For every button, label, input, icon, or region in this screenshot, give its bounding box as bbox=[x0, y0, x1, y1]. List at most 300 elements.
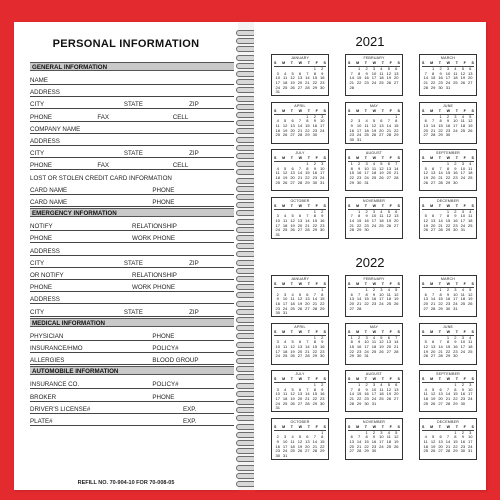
weekday-letter: S bbox=[397, 108, 400, 113]
day-cell: 17 bbox=[275, 222, 280, 228]
day-cell: 4 bbox=[380, 382, 383, 387]
day-cell: 15 bbox=[320, 438, 325, 444]
day-cell: 6 bbox=[469, 66, 472, 71]
weekday-letter: T bbox=[290, 424, 293, 429]
day-cell: 27 bbox=[297, 353, 303, 359]
day-cell: 31 bbox=[275, 231, 280, 237]
day-cell: 20 bbox=[290, 175, 295, 181]
form-row[interactable] bbox=[30, 97, 234, 109]
day-cell: 30 bbox=[312, 179, 318, 185]
day-cell: 14 bbox=[312, 296, 318, 302]
day-cell: 29 bbox=[356, 400, 362, 406]
day-cell: 27 bbox=[297, 227, 303, 233]
day-cell bbox=[393, 228, 400, 233]
field-label: CITY bbox=[30, 308, 45, 316]
day-cell: 18 bbox=[290, 301, 295, 307]
day-cell: 3 bbox=[276, 339, 279, 345]
day-cell bbox=[393, 181, 400, 186]
day-cell: 8 bbox=[454, 434, 457, 440]
form-row[interactable] bbox=[30, 353, 234, 365]
day-cell bbox=[289, 233, 296, 238]
weekday-letter: T bbox=[364, 329, 367, 334]
day-cell: 1 bbox=[306, 161, 309, 166]
day-cell: 25 bbox=[379, 396, 384, 402]
day-cell: 17 bbox=[379, 438, 384, 444]
day-cell bbox=[289, 311, 296, 316]
day-cell: 13 bbox=[297, 75, 303, 81]
day-cell: 19 bbox=[423, 175, 428, 181]
day-cell: 5 bbox=[298, 434, 302, 440]
day-cell: 23 bbox=[356, 348, 362, 354]
form-row[interactable] bbox=[30, 171, 234, 183]
day-cell: 14 bbox=[305, 75, 310, 81]
day-cell: 12 bbox=[394, 434, 399, 440]
month-calendar bbox=[345, 418, 403, 460]
day-cell: 25 bbox=[282, 400, 288, 406]
form-row[interactable] bbox=[30, 329, 234, 341]
day-cell: 14 bbox=[445, 391, 451, 397]
weekday-letter: W bbox=[298, 377, 303, 381]
day-cell bbox=[319, 233, 326, 238]
day-cell: 22 bbox=[438, 301, 443, 307]
day-cell: 11 bbox=[290, 296, 295, 302]
month-name: JUNE bbox=[442, 324, 454, 329]
weekday-letter: S bbox=[348, 156, 351, 160]
day-cell: 10 bbox=[320, 118, 325, 124]
day-cell: 28 bbox=[349, 400, 354, 406]
day-cell: 29 bbox=[445, 227, 451, 233]
day-cell: 3 bbox=[469, 382, 472, 387]
weekday-letter: S bbox=[348, 377, 351, 381]
spiral-ring bbox=[236, 268, 256, 274]
day-cell: 3 bbox=[461, 334, 464, 340]
day-cell: 29 bbox=[305, 132, 310, 138]
day-cell: 1 bbox=[350, 161, 353, 166]
day-cell: 12 bbox=[423, 217, 428, 223]
day-cell: 27 bbox=[379, 132, 384, 138]
day-cell: 27 bbox=[305, 448, 310, 454]
field-label: INSURANCE/HMO bbox=[30, 345, 83, 352]
month-calendar bbox=[271, 418, 329, 460]
day-cell: 21 bbox=[430, 127, 436, 133]
day-cell: 3 bbox=[469, 429, 472, 435]
weekday-letter: S bbox=[397, 203, 400, 208]
day-cell: 18 bbox=[371, 343, 377, 349]
month-name: APRIL bbox=[294, 324, 306, 329]
day-cell: 24 bbox=[356, 132, 362, 138]
weekday-letter: M bbox=[430, 108, 434, 113]
day-cell: 28 bbox=[305, 84, 310, 90]
day-cell: 10 bbox=[460, 165, 466, 171]
day-cell: 12 bbox=[290, 343, 295, 349]
day-cell bbox=[281, 406, 288, 411]
day-cell: 23 bbox=[438, 80, 443, 86]
spiral-ring bbox=[236, 448, 256, 454]
day-cell: 26 bbox=[460, 80, 466, 86]
day-cell: 23 bbox=[320, 222, 325, 228]
spiral-ring bbox=[236, 178, 256, 184]
day-cell: 6 bbox=[291, 118, 294, 124]
refill-number: REFILL NO. 70-904-10 FOR 70-008-05 bbox=[77, 480, 175, 486]
day-cell: 26 bbox=[423, 227, 428, 233]
day-cell: 18 bbox=[282, 348, 288, 354]
month-name: AUGUST bbox=[365, 372, 383, 376]
section-heading: GENERAL INFORMATION bbox=[30, 62, 234, 71]
weekday-letter: F bbox=[389, 377, 392, 381]
spiral-ring bbox=[236, 161, 256, 167]
day-cell: 23 bbox=[445, 127, 451, 133]
day-cell: 1 bbox=[446, 208, 450, 214]
spiral-ring bbox=[236, 96, 256, 102]
day-cell bbox=[385, 307, 392, 312]
day-cell: 25 bbox=[453, 80, 458, 86]
spiral-ring bbox=[236, 145, 256, 151]
month-name: NOVEMBER bbox=[362, 198, 386, 203]
day-cell: 21 bbox=[445, 443, 451, 449]
weekday-letter: M bbox=[356, 424, 360, 429]
day-cell: 24 bbox=[371, 222, 377, 228]
day-cell: 2 bbox=[313, 161, 316, 166]
weekday-letter: S bbox=[422, 108, 425, 113]
day-cell: 21 bbox=[438, 175, 443, 181]
weekday-letter: M bbox=[430, 282, 434, 286]
day-cell: 30 bbox=[371, 448, 377, 454]
day-cell: 9 bbox=[372, 291, 376, 297]
day-cell: 30 bbox=[438, 84, 443, 90]
month-calendar bbox=[419, 275, 477, 317]
day-cell: 15 bbox=[445, 217, 451, 223]
month-name: FEBRUARY bbox=[363, 56, 385, 60]
day-cell: 13 bbox=[394, 213, 399, 219]
day-cell bbox=[467, 307, 474, 312]
day-cell: 24 bbox=[282, 305, 288, 311]
day-grid bbox=[274, 431, 326, 458]
day-cell bbox=[452, 86, 459, 91]
field-label: COMPANY NAME bbox=[30, 125, 81, 133]
day-cell: 16 bbox=[371, 438, 377, 444]
day-cell: 19 bbox=[386, 217, 392, 223]
day-cell: 14 bbox=[305, 217, 310, 223]
day-cell: 25 bbox=[282, 227, 288, 233]
month-calendar bbox=[419, 54, 477, 96]
weekday-letter: T bbox=[438, 203, 441, 208]
day-cell: 19 bbox=[379, 170, 384, 176]
day-cell: 5 bbox=[380, 334, 383, 340]
day-cell: 31 bbox=[356, 136, 362, 142]
day-cell: 9 bbox=[365, 213, 368, 219]
day-cell: 26 bbox=[430, 400, 436, 406]
day-cell: 19 bbox=[430, 443, 436, 449]
day-cell: 23 bbox=[275, 305, 280, 311]
day-cell bbox=[311, 233, 318, 238]
weekday-letter: F bbox=[389, 329, 392, 334]
day-cell: 14 bbox=[430, 296, 436, 302]
day-cell: 12 bbox=[386, 386, 392, 392]
day-cell: 22 bbox=[320, 301, 325, 307]
day-cell bbox=[355, 86, 362, 91]
weekday-letter: F bbox=[315, 61, 318, 65]
day-cell: 19 bbox=[460, 75, 466, 81]
day-cell: 2 bbox=[446, 287, 450, 292]
day-cell bbox=[467, 402, 474, 407]
form-row[interactable] bbox=[30, 268, 234, 280]
day-cell: 11 bbox=[371, 339, 377, 345]
day-cell: 19 bbox=[297, 301, 303, 307]
day-cell: 10 bbox=[282, 438, 288, 444]
day-grid bbox=[422, 67, 474, 94]
day-cell: 18 bbox=[468, 343, 473, 349]
form-row[interactable] bbox=[30, 122, 234, 134]
spiral-ring bbox=[236, 317, 256, 323]
day-cell: 14 bbox=[386, 122, 392, 128]
day-cell bbox=[378, 228, 385, 233]
weekday-letter: S bbox=[348, 61, 351, 65]
day-cell: 11 bbox=[275, 170, 280, 176]
day-cell: 8 bbox=[306, 165, 309, 171]
weekday-letter: W bbox=[298, 424, 303, 429]
day-cell: 20 bbox=[438, 396, 443, 402]
form-row[interactable] bbox=[30, 244, 234, 256]
day-cell: 17 bbox=[364, 343, 369, 349]
day-cell: 8 bbox=[313, 386, 316, 392]
weekday-letter: F bbox=[463, 203, 466, 208]
day-cell: 24 bbox=[364, 348, 369, 354]
day-cell: 28 bbox=[445, 400, 451, 406]
day-cell: 6 bbox=[432, 213, 435, 219]
day-cell: 20 bbox=[394, 217, 399, 223]
day-cell: 13 bbox=[438, 391, 443, 397]
day-cell: 1 bbox=[321, 287, 324, 292]
form-row[interactable] bbox=[30, 341, 234, 353]
day-cell: 11 bbox=[379, 386, 384, 392]
day-cell: 20 bbox=[297, 348, 303, 354]
day-cell: 15 bbox=[394, 122, 399, 128]
day-cell: 30 bbox=[356, 353, 362, 359]
day-cell: 17 bbox=[460, 343, 466, 349]
day-cell: 31 bbox=[453, 305, 458, 311]
day-cell: 13 bbox=[423, 122, 428, 128]
form-row[interactable] bbox=[30, 146, 234, 158]
form-row[interactable] bbox=[30, 158, 234, 170]
day-cell: 25 bbox=[379, 80, 384, 86]
day-cell: 8 bbox=[446, 339, 450, 345]
day-cell: 12 bbox=[379, 165, 384, 171]
day-cell: 18 bbox=[290, 443, 295, 449]
day-cell: 7 bbox=[439, 213, 442, 219]
month-calendar bbox=[345, 102, 403, 144]
field-label: PHONE bbox=[30, 162, 53, 170]
form-row[interactable] bbox=[30, 183, 234, 195]
day-cell: 7 bbox=[439, 165, 442, 171]
day-cell: 16 bbox=[460, 438, 466, 444]
day-cell: 3 bbox=[446, 66, 450, 71]
form-row[interactable] bbox=[30, 390, 234, 402]
day-cell: 19 bbox=[290, 222, 295, 228]
day-cell: 5 bbox=[395, 287, 398, 292]
weekday-letter: S bbox=[422, 424, 425, 429]
day-cell: 15 bbox=[453, 438, 458, 444]
day-cell: 3 bbox=[321, 113, 324, 119]
day-cell: 9 bbox=[321, 339, 324, 345]
day-cell bbox=[459, 86, 466, 91]
day-cell: 27 bbox=[297, 84, 303, 90]
day-cell bbox=[385, 354, 392, 359]
day-cell: 18 bbox=[386, 438, 392, 444]
field-label: POLICY# bbox=[152, 381, 179, 389]
day-cell: 30 bbox=[445, 132, 451, 138]
day-cell: 30 bbox=[349, 136, 354, 142]
day-cell: 31 bbox=[468, 448, 473, 454]
day-cell: 22 bbox=[453, 396, 458, 402]
day-cell: 18 bbox=[282, 222, 288, 228]
day-cell: 29 bbox=[445, 179, 451, 185]
day-cell: 30 bbox=[460, 448, 466, 454]
form-row[interactable] bbox=[30, 219, 234, 231]
day-cell bbox=[319, 454, 326, 459]
day-cell: 8 bbox=[313, 213, 316, 219]
day-cell: 20 bbox=[438, 443, 443, 449]
day-cell: 26 bbox=[290, 353, 295, 359]
form-row[interactable] bbox=[30, 73, 234, 85]
page-title: PERSONAL INFORMATION bbox=[52, 38, 200, 50]
weekday-letter: W bbox=[298, 156, 303, 160]
weekday-letter: T bbox=[381, 377, 384, 381]
form-row[interactable] bbox=[30, 280, 234, 292]
day-grid bbox=[274, 67, 326, 94]
day-cell: 21 bbox=[305, 348, 310, 354]
day-cell: 17 bbox=[371, 391, 377, 397]
day-cell: 23 bbox=[364, 396, 369, 402]
weekday-letter: T bbox=[438, 108, 441, 113]
month-calendar bbox=[345, 323, 403, 365]
weekday-letter: T bbox=[307, 424, 310, 429]
day-cell bbox=[319, 311, 326, 316]
weekday-letter: S bbox=[422, 156, 425, 160]
day-cell: 23 bbox=[320, 348, 325, 354]
weekday-letter: F bbox=[463, 61, 466, 65]
day-cell: 29 bbox=[453, 448, 458, 454]
day-cell: 10 bbox=[275, 391, 280, 397]
form-row[interactable] bbox=[30, 134, 234, 146]
weekday-letter: M bbox=[356, 282, 360, 286]
day-cell bbox=[363, 86, 370, 91]
form-row[interactable] bbox=[30, 414, 234, 426]
day-cell: 6 bbox=[395, 66, 398, 71]
day-cell: 19 bbox=[371, 127, 377, 133]
day-cell: 4 bbox=[424, 434, 427, 440]
day-cell: 4 bbox=[469, 334, 472, 340]
day-cell: 8 bbox=[365, 291, 368, 297]
day-cell: 24 bbox=[320, 175, 325, 181]
day-cell: 16 bbox=[364, 217, 369, 223]
day-cell: 24 bbox=[445, 80, 451, 86]
form-row[interactable] bbox=[30, 377, 234, 389]
weekday-letter: T bbox=[307, 329, 310, 334]
day-cell: 15 bbox=[356, 217, 362, 223]
form-row[interactable] bbox=[30, 85, 234, 97]
day-cell: 23 bbox=[364, 80, 369, 86]
day-cell: 25 bbox=[371, 348, 377, 354]
day-cell: 29 bbox=[438, 132, 443, 138]
form-row[interactable] bbox=[30, 195, 234, 207]
form-row[interactable] bbox=[30, 292, 234, 304]
day-cell: 10 bbox=[371, 70, 377, 76]
form-row[interactable] bbox=[30, 231, 234, 243]
day-cell: 13 bbox=[290, 170, 295, 176]
spiral-ring bbox=[236, 112, 256, 118]
day-cell: 8 bbox=[350, 339, 353, 345]
day-cell: 2 bbox=[372, 429, 376, 435]
day-cell: 1 bbox=[454, 429, 457, 435]
day-cell: 22 bbox=[320, 443, 325, 449]
day-cell: 27 bbox=[423, 305, 428, 311]
weekday-letter: T bbox=[364, 61, 367, 65]
day-cell: 24 bbox=[468, 396, 473, 402]
day-cell: 25 bbox=[275, 179, 280, 185]
day-cell: 22 bbox=[445, 175, 451, 181]
day-cell: 6 bbox=[395, 208, 398, 214]
day-cell: 8 bbox=[350, 165, 353, 171]
day-cell: 4 bbox=[380, 208, 383, 214]
weekday-letter: W bbox=[372, 203, 377, 208]
day-cell: 25 bbox=[290, 305, 295, 311]
day-cell: 29 bbox=[364, 448, 369, 454]
day-cell: 15 bbox=[312, 75, 318, 81]
form-row[interactable] bbox=[30, 305, 234, 317]
spiral-ring bbox=[236, 87, 256, 93]
form-row[interactable] bbox=[30, 402, 234, 414]
field-label: RELATIONSHIP bbox=[132, 272, 177, 279]
field-label: ADDRESS bbox=[30, 89, 60, 97]
spiral-ring bbox=[236, 219, 256, 225]
day-cell: 18 bbox=[423, 443, 428, 449]
day-cell: 24 bbox=[282, 448, 288, 454]
day-cell: 9 bbox=[461, 386, 464, 392]
field-label: ZIP bbox=[189, 101, 199, 109]
day-cell: 25 bbox=[282, 353, 288, 359]
day-cell: 13 bbox=[379, 122, 384, 128]
day-cell: 10 bbox=[371, 213, 377, 219]
day-cell: 14 bbox=[305, 391, 310, 397]
day-cell: 22 bbox=[453, 443, 458, 449]
spiral-ring bbox=[236, 169, 256, 175]
field-label: ZIP bbox=[189, 150, 199, 158]
day-cell: 11 bbox=[468, 165, 473, 171]
form-row[interactable] bbox=[30, 110, 234, 122]
form-row[interactable] bbox=[30, 256, 234, 268]
field-label: PHONE bbox=[30, 284, 53, 292]
day-cell bbox=[452, 133, 459, 138]
day-cell: 30 bbox=[320, 227, 325, 233]
weekday-letter: S bbox=[471, 377, 474, 381]
day-cell: 27 bbox=[290, 179, 295, 185]
day-cell: 8 bbox=[446, 165, 450, 171]
weekday-letter: S bbox=[397, 156, 400, 160]
field-label: LOST OR STOLEN CREDIT CARD INFORMATION bbox=[30, 174, 172, 182]
day-cell: 13 bbox=[430, 217, 436, 223]
day-cell: 16 bbox=[356, 343, 362, 349]
day-cell: 18 bbox=[460, 296, 466, 302]
day-cell: 7 bbox=[350, 213, 353, 219]
day-cell: 9 bbox=[446, 291, 450, 297]
section-heading: MEDICAL INFORMATION bbox=[30, 318, 234, 327]
spiral-ring bbox=[236, 284, 256, 290]
day-cell: 29 bbox=[312, 400, 318, 406]
day-cell bbox=[393, 449, 400, 454]
field-label: CITY bbox=[30, 150, 45, 158]
day-cell bbox=[378, 307, 385, 312]
field-label: POLICY# bbox=[152, 345, 179, 352]
